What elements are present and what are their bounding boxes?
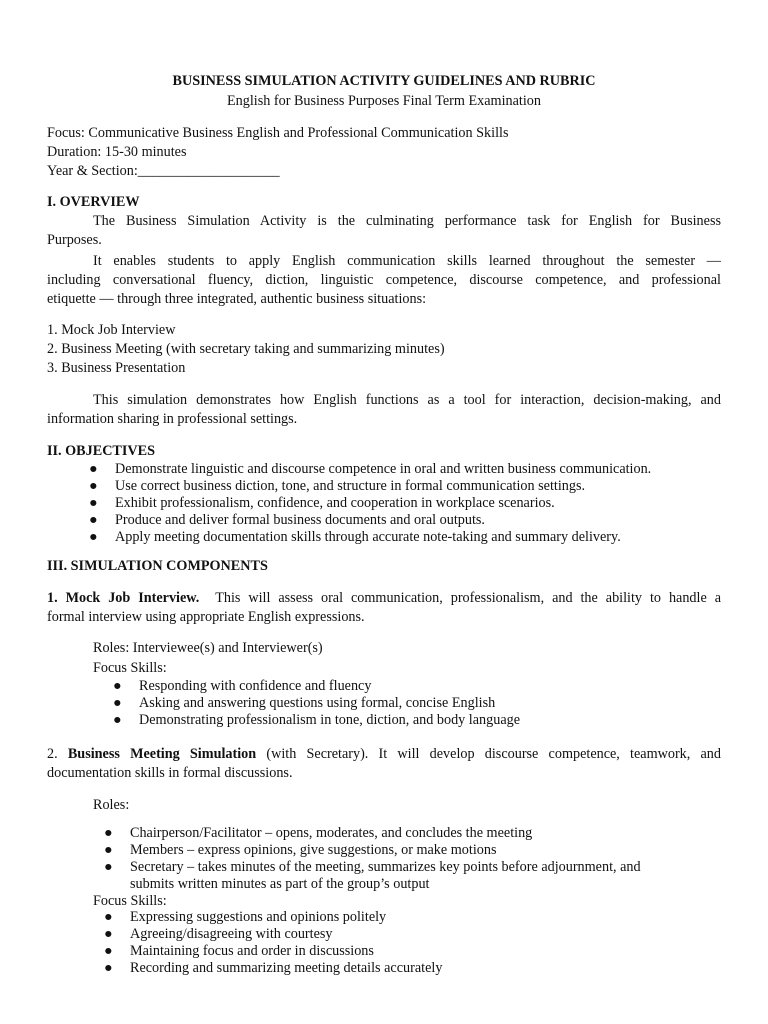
list-item: ● Asking and answering questions using formal, concise English [113,695,496,711]
bullet-icon: ● [113,695,122,711]
overview-p3-line: This simulation demonstrates how English functions as a tool for interaction, decision-making, and [93,392,721,408]
overview-p1-line: The Business Simulation Activity is the culminating performance task for English for Business [93,213,721,229]
objectives-list [89,461,652,546]
meeting-skills-list [104,909,443,977]
list-item: ● Agreeing/disagreeing with courtesy [104,926,333,942]
overview-p2-line: It enables students to apply English communication skills learned throughout the semester — [93,253,721,269]
bullet-icon: ● [104,859,113,875]
overview-heading: I. OVERVIEW [47,194,140,210]
duration-line: Duration: 15-30 minutes [47,144,187,160]
year-section-line: Year & Section:____________________ [47,163,280,179]
meeting-description: 2. Business Meeting Simulation (with Secretary). It will develop discourse competence, teamwork, and documentation skills in formal discussions. [47,746,721,781]
overview-paragraph-3 [47,391,721,429]
list-item: ● Secretary – takes minutes of the meeting, summarizes key points before adjournment, and [104,859,641,875]
bullet-icon: ● [104,825,113,841]
overview-p3-line: information sharing in professional settings. [47,411,298,427]
meeting-desc-line: documentation skills in formal discussions. [47,765,293,781]
bullet-icon: ● [104,842,113,858]
list-item: ● Members – express opinions, give suggestions, or make motions [104,842,497,858]
interview-desc-line: formal interview using appropriate English expressions. [47,609,365,625]
objectives-heading: II. OBJECTIVES [47,443,156,459]
list-item: ● Demonstrating professionalism in tone, diction, and body language [113,712,521,728]
bullet-icon: ● [89,461,98,477]
bullet-icon: ● [104,909,113,925]
overview-p1-line: Purposes. [47,232,102,248]
list-item: ● Produce and deliver formal business documents and oral outputs. [89,512,485,528]
list-item: ● Exhibit professionalism, confidence, and cooperation in workplace scenarios. [89,495,555,511]
meeting-title: Business Meeting Simulation [67,746,257,762]
bullet-icon: ● [113,678,122,694]
list-item: ● Maintaining focus and order in discussions [104,943,374,959]
list-item: ● Chairperson/Facilitator – opens, moderates, and concludes the meeting [104,825,533,841]
list-item: ● Use correct business diction, tone, and structure in formal communication settings. [89,478,586,494]
bullet-icon: ● [89,512,98,528]
focus-line: Focus: Communicative Business English and Professional Communication Skills [47,125,509,141]
overview-list-item: 3. Business Presentation [47,360,186,376]
bullet-icon: ● [113,712,122,728]
overview-p2-line: including conversational fluency, diction, linguistic competence, discourse competence, and professional [47,272,721,288]
list-item: ● Responding with confidence and fluency [113,678,372,694]
interview-skills-list [113,678,521,729]
interview-focus-label: Focus Skills: [93,660,167,676]
bullet-icon: ● [89,478,98,494]
bullet-icon: ● [104,926,113,942]
list-item: ● Recording and summarizing meeting details accurately [104,960,443,976]
bullet-icon: ● [89,495,98,511]
list-item: ● Expressing suggestions and opinions politely [104,909,387,925]
document-title: BUSINESS SIMULATION ACTIVITY GUIDELINES AND RUBRIC [172,73,596,89]
bullet-icon: ● [104,943,113,959]
meeting-roles-list [104,825,641,893]
meeting-roles-label: Roles: [93,797,130,813]
list-item-continuation: submits written minutes as part of the group’s output [130,876,430,892]
meeting-focus-label: Focus Skills: [93,893,167,909]
overview-list-item: 1. Mock Job Interview [47,322,176,338]
overview-list-item: 2. Business Meeting (with secretary taking and summarizing minutes) [47,341,445,357]
overview-p2-line: etiquette — through three integrated, authentic business situations: [47,291,427,307]
components-heading: III. SIMULATION COMPONENTS [47,558,268,574]
overview-paragraph-2 [47,252,721,309]
interview-title: 1. Mock Job Interview. [47,590,200,606]
document-subtitle: English for Business Purposes Final Term Examination [226,93,541,109]
overview-paragraph-1 [47,212,721,250]
interview-roles: Roles: Interviewee(s) and Interviewer(s) [93,640,323,656]
list-item: ● Demonstrate linguistic and discourse competence in oral and written business communication. [89,461,652,477]
bullet-icon: ● [89,529,98,545]
bullet-icon: ● [104,960,113,976]
list-item: ● Apply meeting documentation skills through accurate note-taking and summary delivery. [89,529,621,545]
interview-description: 1. Mock Job Interview. This will assess oral communication, professionalism, and the ability to handle a formal interview using appropriate English expressions. [47,590,721,625]
